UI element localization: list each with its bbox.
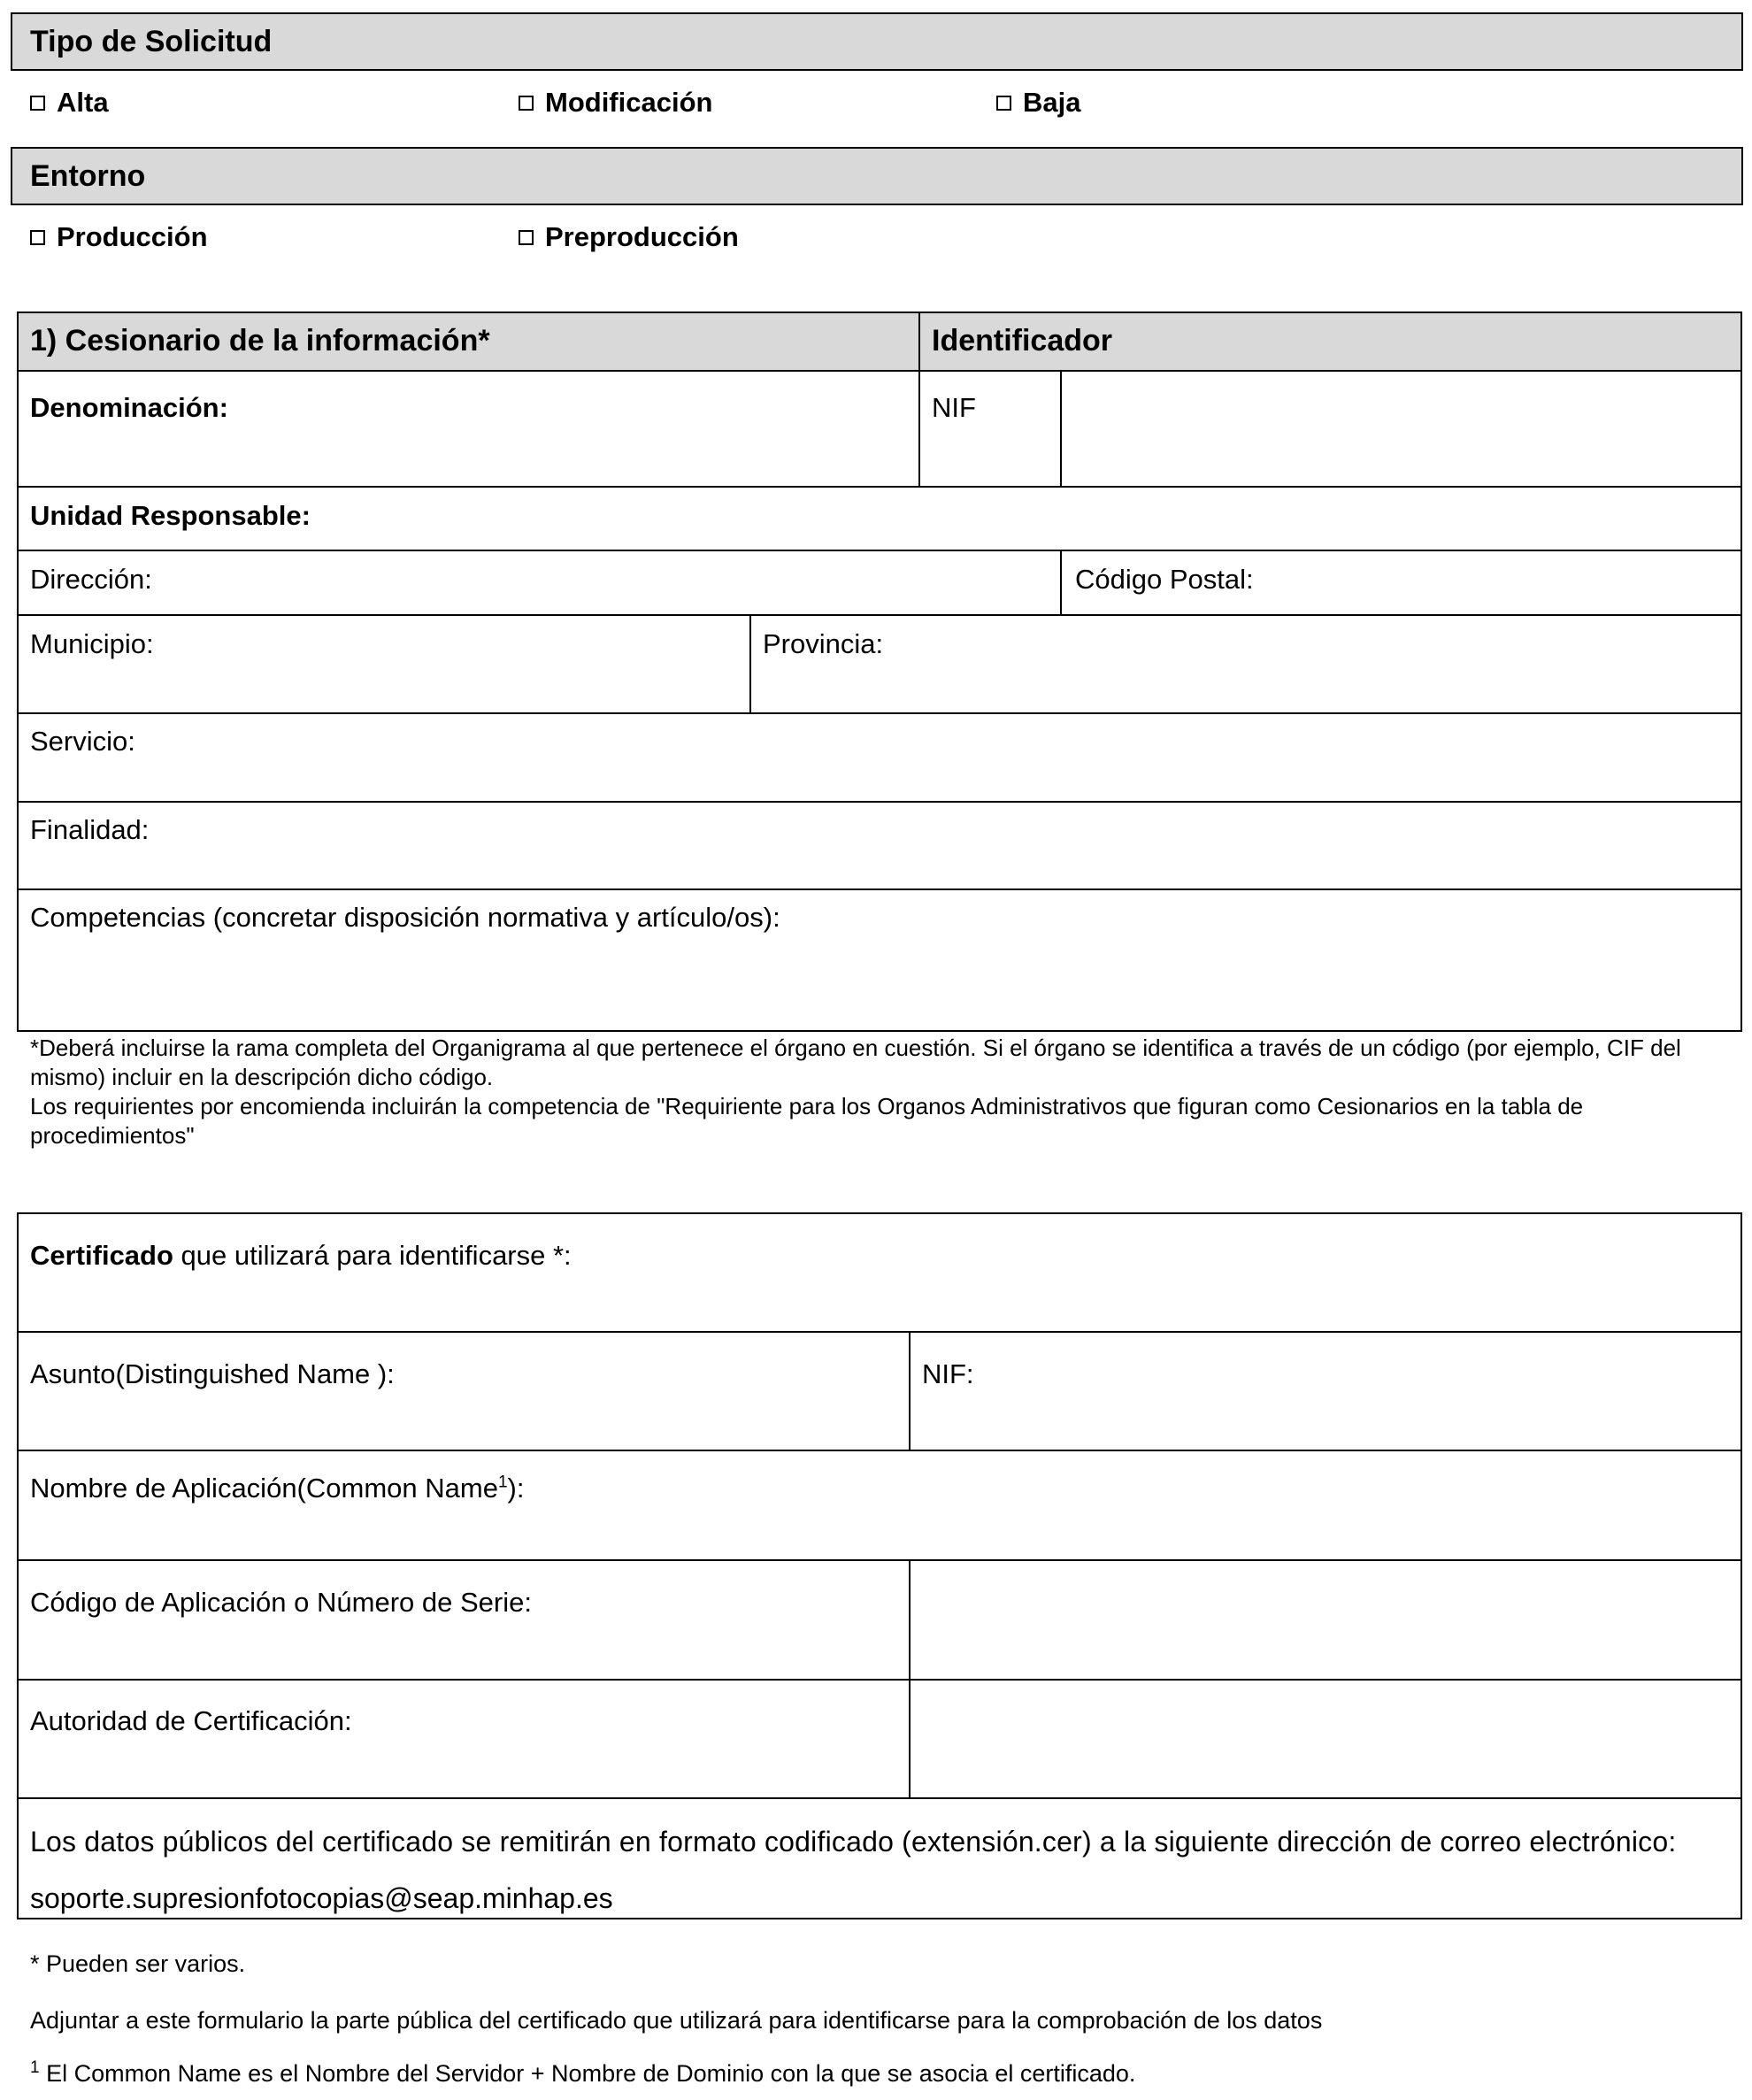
rule	[17, 614, 1742, 616]
modificacion-label: Modificación	[545, 87, 713, 118]
rule	[17, 1450, 1742, 1451]
cesionario-note	[30, 1034, 1733, 1150]
nif-label: NIF	[932, 392, 976, 423]
footnote-text: El Common Name es el Nombre del Servidor + Nombre de Dominio con la que se asocia el certificado.	[46, 2060, 1136, 2087]
cert-nif-label: NIF:	[922, 1358, 974, 1389]
rule	[17, 801, 1742, 803]
rule	[1060, 370, 1062, 487]
rule	[1060, 550, 1062, 615]
tipo-solicitud-title: Tipo de Solicitud	[30, 24, 273, 58]
pueden-ser-varios: * Pueden ser varios.	[30, 1950, 246, 1977]
tipo-solicitud-header	[11, 12, 1743, 71]
baja-label: Baja	[1023, 87, 1081, 118]
cesionario-title: 1) Cesionario de la información*	[30, 324, 490, 358]
modificacion-checkbox[interactable]	[519, 96, 534, 111]
codigo-aplicacion-label: Código de Aplicación o Número de Serie:	[30, 1587, 532, 1618]
note-line-2: Los requirientes por encomienda incluirán la competencia de "Requiriente para los Organos Administrativos que figuran como Cesionarios en la tabla de procedimientos"	[30, 1093, 1584, 1149]
baja-checkbox[interactable]	[996, 96, 1011, 111]
rule	[918, 312, 920, 487]
autoridad-label: Autoridad de Certificación:	[30, 1705, 352, 1736]
produccion-label: Producción	[57, 221, 208, 252]
produccion-checkbox[interactable]	[30, 230, 45, 245]
datos-publicos-text: Los datos públicos del certificado se remitirán en formato codificado (extensión.cer) a la siguiente dirección de correo electrónico:	[30, 1826, 1677, 1858]
nif-field[interactable]	[1064, 373, 1740, 485]
rule	[17, 888, 1742, 890]
certificado-title	[30, 1240, 572, 1272]
provincia-label: Provincia:	[763, 628, 884, 659]
soporte-email[interactable]: soporte.supresionfotocopias@seap.minhap.es	[30, 1882, 613, 1914]
preproduccion-checkbox[interactable]	[519, 230, 534, 245]
rule	[17, 550, 1742, 551]
asunto-label: Asunto(Distinguished Name ):	[30, 1358, 395, 1389]
unidad-responsable-label: Unidad Responsable:	[30, 500, 311, 531]
finalidad-label: Finalidad:	[30, 814, 150, 845]
adjuntar-note: Adjuntar a este formulario la parte pública del certificado que utilizará para identificarse para la comprobación de los datos	[30, 2007, 1323, 2034]
alta-option[interactable]	[30, 87, 109, 119]
direccion-label: Dirección:	[30, 564, 152, 595]
rule	[17, 370, 1742, 372]
produccion-option[interactable]	[30, 221, 208, 253]
modificacion-option[interactable]	[519, 87, 712, 119]
codigo-postal-label: Código Postal:	[1075, 564, 1254, 595]
preproduccion-label: Preproducción	[545, 221, 739, 252]
rule	[909, 1331, 911, 1451]
preproduccion-option[interactable]	[519, 221, 739, 253]
servicio-label: Servicio:	[30, 726, 135, 757]
competencias-label: Competencias (concretar disposición normativa y artículo/os):	[30, 902, 780, 933]
certificado-title-rest: que utilizará para identificarse *:	[173, 1240, 572, 1271]
nombre-aplicacion-label	[30, 1473, 524, 1504]
rule	[17, 712, 1742, 714]
rule	[17, 486, 1742, 488]
baja-option[interactable]	[996, 87, 1080, 119]
codigo-aplicacion-field[interactable]	[912, 1562, 1740, 1678]
alta-label: Alta	[57, 87, 109, 118]
rule	[749, 614, 751, 713]
autoridad-field[interactable]	[912, 1681, 1740, 1796]
footnote	[30, 2058, 1135, 2088]
footnote-mark: 1	[30, 2058, 40, 2077]
entorno-header	[11, 147, 1743, 205]
rule	[17, 1797, 1742, 1799]
rule	[17, 1331, 1742, 1333]
note-line-1: *Deberá incluirse la rama completa del Organigrama al que pertenece el órgano en cuestión. Si el órgano se identifica a través de un código (por ejemplo, CIF del mismo) incluir en la descripción dicho código.	[30, 1035, 1681, 1090]
entorno-title: Entorno	[30, 158, 146, 193]
denominacion-label: Denominación:	[30, 392, 228, 423]
rule	[909, 1559, 911, 1799]
nombre-aplicacion-text: Nombre de Aplicación(Common Name	[30, 1473, 498, 1504]
rule	[17, 1559, 1742, 1561]
alta-checkbox[interactable]	[30, 96, 45, 111]
municipio-label: Municipio:	[30, 628, 154, 659]
identificador-title: Identificador	[932, 324, 1113, 358]
certificado-title-bold: Certificado	[30, 1240, 173, 1271]
nombre-aplicacion-end: ):	[507, 1473, 525, 1504]
rule	[17, 1679, 1742, 1681]
footnote-ref: 1	[497, 1473, 508, 1492]
